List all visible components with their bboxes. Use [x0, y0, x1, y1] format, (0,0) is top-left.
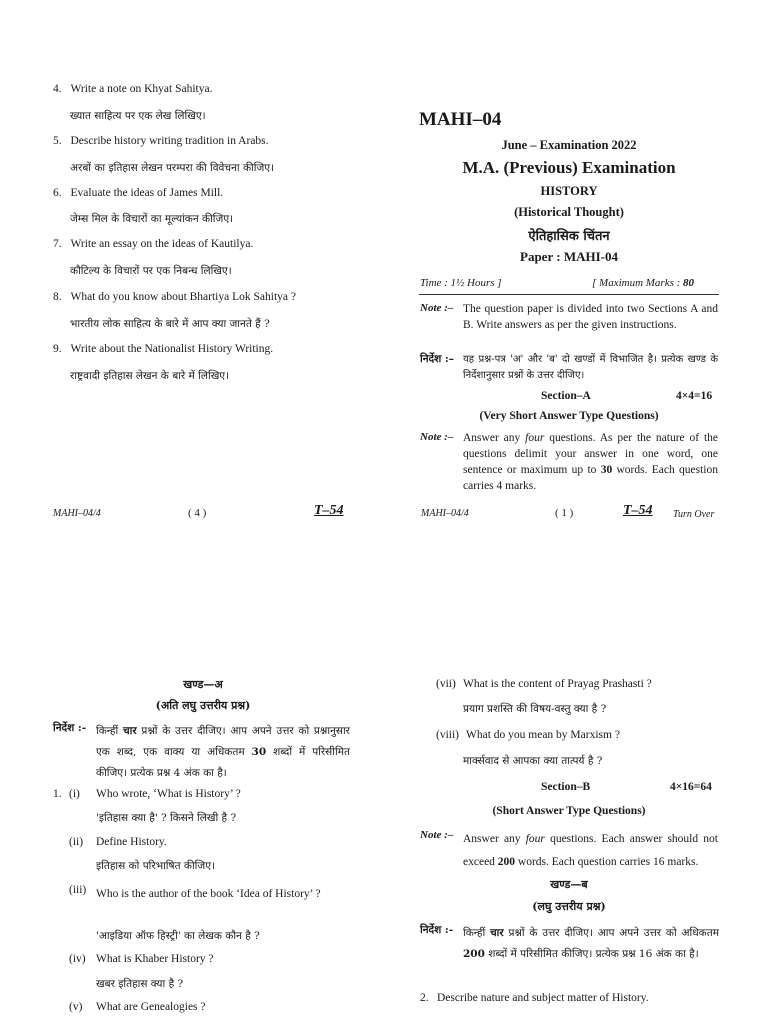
question-2-number: 2.	[420, 992, 429, 1004]
nirdesh-text	[96, 721, 350, 784]
section-b-title: Section–B	[541, 781, 591, 793]
nirdesh-text	[463, 923, 719, 965]
question-5-hi: अरबों का इतिहास लेखन परम्परा की विवेचना कीजिए।	[70, 162, 275, 174]
question-7-hi: कौटिल्य के विचारों पर एक निबन्ध लिखिए।	[70, 265, 232, 277]
section-a-title: Section–A	[541, 390, 591, 402]
nirdesh-chaar: चार	[122, 725, 137, 737]
nirdesh-part1: किन्हीं	[463, 927, 491, 939]
note-label: Note :–	[420, 302, 454, 314]
note-four: four	[525, 833, 545, 845]
max-marks	[592, 277, 694, 289]
question-number: 8.	[53, 291, 62, 303]
question-9	[53, 343, 273, 355]
sub-question-number: (vii)	[436, 678, 456, 690]
sub-question-number: (iv)	[69, 953, 86, 965]
exam-title: M.A. (Previous) Examination	[462, 158, 676, 177]
sub-question-text-en: Who wrote, ‘What is History’ ?	[96, 788, 241, 800]
section-a-marks: 4×4=16	[676, 390, 713, 402]
sub-question-number: (i)	[69, 788, 80, 800]
footer-code: MAHI–04/4	[421, 508, 469, 519]
question-8	[53, 291, 296, 303]
question-text-en: What do you know about Bhartiya Lok Sahitya ?	[70, 291, 296, 303]
question-2-text: Describe nature and subject matter of History.	[437, 992, 649, 1004]
note-part2: questions. Each answer should not exceed	[463, 833, 718, 868]
note-label: Note :–	[420, 829, 454, 841]
max-marks-value: 80	[683, 277, 695, 289]
sub-question-number: (v)	[69, 1001, 83, 1013]
sub-question-text-en: What is the content of Prayag Prashasti ?	[463, 678, 652, 690]
sub-question-number: (ii)	[69, 836, 84, 848]
nirdesh-30: 30	[251, 746, 267, 758]
sub-question-text-hi: 'आइडिया ऑफ हिस्ट्री' का लेखक कौन है ?	[96, 930, 260, 942]
exam-session: June – Examination 2022	[501, 138, 637, 152]
question-number: 6.	[53, 187, 62, 199]
footer-code: MAHI–04/4	[53, 508, 101, 519]
nirdesh-text: यह प्रश्न-पत्र 'अ' और 'ब' दो खण्डों में विभाजित है। प्रत्येक खण्ड के निर्देशानुसार प्रश्नों के उत्तर दीजिए।	[463, 354, 718, 381]
section-a-type: (Very Short Answer Type Questions)	[479, 410, 659, 422]
sub-question-text-hi: इतिहास को परिभाषित कीजिए।	[96, 860, 215, 872]
subject-subtitle: (Historical Thought)	[514, 205, 624, 219]
note2-30: 30	[600, 464, 613, 476]
time-label: Time : 1½ Hours ]	[420, 277, 502, 289]
section-b-marks: 4×16=64	[670, 781, 712, 793]
nirdesh-label: निर्देश :-	[420, 924, 454, 936]
nirdesh-part1: किन्हीं	[96, 725, 123, 737]
question-4-hi: ख्यात साहित्य पर एक लेख लिखिए।	[70, 110, 206, 122]
sub-question-text-hi: मार्क्सवाद से आपका क्या तात्पर्य है ?	[463, 755, 603, 767]
question-number: 9.	[53, 343, 62, 355]
question-9-hi: राष्ट्रवादी इतिहास लेखन के बारे में लिखिए।	[70, 370, 230, 382]
note2-part2: questions. As per the nature of the questions delimit your answer in one word, one sentence or maximum up to	[463, 432, 719, 476]
sub-question-number: (iii)	[69, 884, 87, 896]
note2-part3: words. Each question carries 4 marks.	[463, 464, 718, 492]
footer-page-number: ( 4 )	[188, 507, 207, 519]
khand-a-title: खण्ड—अ	[183, 678, 223, 691]
note2-four: four	[525, 432, 545, 444]
sub-question-text-en: What do you mean by Marxism ?	[466, 729, 620, 741]
nirdesh-part3: शब्दों में परिसीमित कीजिए। प्रत्येक प्रश्न 4 अंक का है।	[96, 746, 350, 779]
question-4	[53, 83, 212, 95]
question-number: 4.	[53, 83, 62, 95]
note-200: 200	[497, 856, 516, 868]
nirdesh-200: 200	[463, 948, 485, 960]
khand-b-title: खण्ड—ब	[550, 878, 588, 891]
paper-label: Paper : MAHI-04	[520, 249, 618, 264]
question-7	[53, 238, 253, 250]
khand-b-type: (लघु उत्तरीय प्रश्न)	[532, 900, 606, 913]
footer-tcode: T–54	[623, 503, 653, 518]
note-text	[463, 828, 718, 874]
sub-question-number: (viii)	[436, 729, 459, 741]
nirdesh-part3: शब्दों में परिसीमित कीजिए। प्रत्येक प्रश्न 16 अंक का है।	[484, 948, 699, 960]
sub-question-text-hi: प्रयाग प्रशस्ति की विषय-वस्तु क्या है ?	[463, 703, 607, 715]
question-text-en: Write an essay on the ideas of Kautilya.	[70, 238, 254, 250]
question-number: 5.	[53, 135, 62, 147]
footer-tcode: T–54	[314, 503, 344, 518]
footer-turn-over: Turn Over	[673, 509, 715, 520]
note-part3: words. Each question carries 16 marks.	[515, 856, 699, 868]
question-text-en: Evaluate the ideas of James Mill.	[70, 187, 224, 199]
sub-question-text-en: Who is the author of the book ‘Idea of History’ ?	[96, 888, 321, 900]
sub-question-text-hi: खबर इतिहास क्या है ?	[96, 978, 184, 990]
nirdesh-part2: प्रश्नों के उत्तर दीजिए। आप अपने उत्तर को अधिकतम	[503, 927, 719, 939]
paper-code: MAHI–04	[419, 109, 502, 130]
subject-title: HISTORY	[540, 184, 598, 198]
question-8-hi: भारतीय लोक साहित्य के बारे में आप क्या जानते हैं ?	[70, 318, 270, 330]
sub-question-text-en: What is Khaber History ?	[96, 953, 214, 965]
section-b-type: (Short Answer Type Questions)	[492, 805, 646, 817]
note2-text	[463, 430, 718, 494]
question-6	[53, 187, 223, 199]
note2-label: Note :–	[420, 431, 454, 443]
question-number: 7.	[53, 238, 62, 250]
sub-question-text-hi: 'इतिहास क्या है' ? किसने लिखी है ?	[96, 812, 237, 824]
question-1-number: 1.	[53, 788, 62, 800]
nirdesh-label: निर्देश :-	[53, 722, 87, 734]
note2-part1: Answer any	[463, 432, 526, 444]
question-5	[53, 135, 269, 147]
question-text-en: Describe history writing tradition in Arabs.	[70, 135, 269, 147]
note-part1: Answer any	[463, 833, 526, 845]
subject-subtitle-hi: ऐतिहासिक चिंतन	[528, 229, 610, 244]
question-text-en: Write about the Nationalist History Writing.	[70, 343, 274, 355]
sub-question-text-en: What are Genealogies ?	[96, 1001, 206, 1013]
sub-question-text-en: Define History.	[96, 836, 167, 848]
note-text: The question paper is divided into two Sections A and B. Write answers as per the given instructions.	[463, 303, 718, 331]
max-marks-label: [ Maximum Marks :	[592, 277, 684, 289]
khand-a-type: (अति लघु उत्तरीय प्रश्न)	[155, 699, 251, 712]
nirdesh-label: निर्देश :–	[420, 353, 455, 365]
nirdesh-chaar: चार	[490, 927, 504, 939]
divider	[419, 294, 719, 295]
question-text-en: Write a note on Khyat Sahitya.	[70, 83, 213, 95]
question-6-hi: जेम्स मिल के विचारों का मूल्यांकन कीजिए।	[70, 213, 234, 225]
footer-page-number: ( 1 )	[555, 507, 574, 519]
nirdesh-part2: प्रश्नों के उत्तर दीजिए। आप अपने उत्तर को प्रश्नानुसार एक शब्द, एक वाक्य या अधिकतम	[96, 725, 350, 758]
